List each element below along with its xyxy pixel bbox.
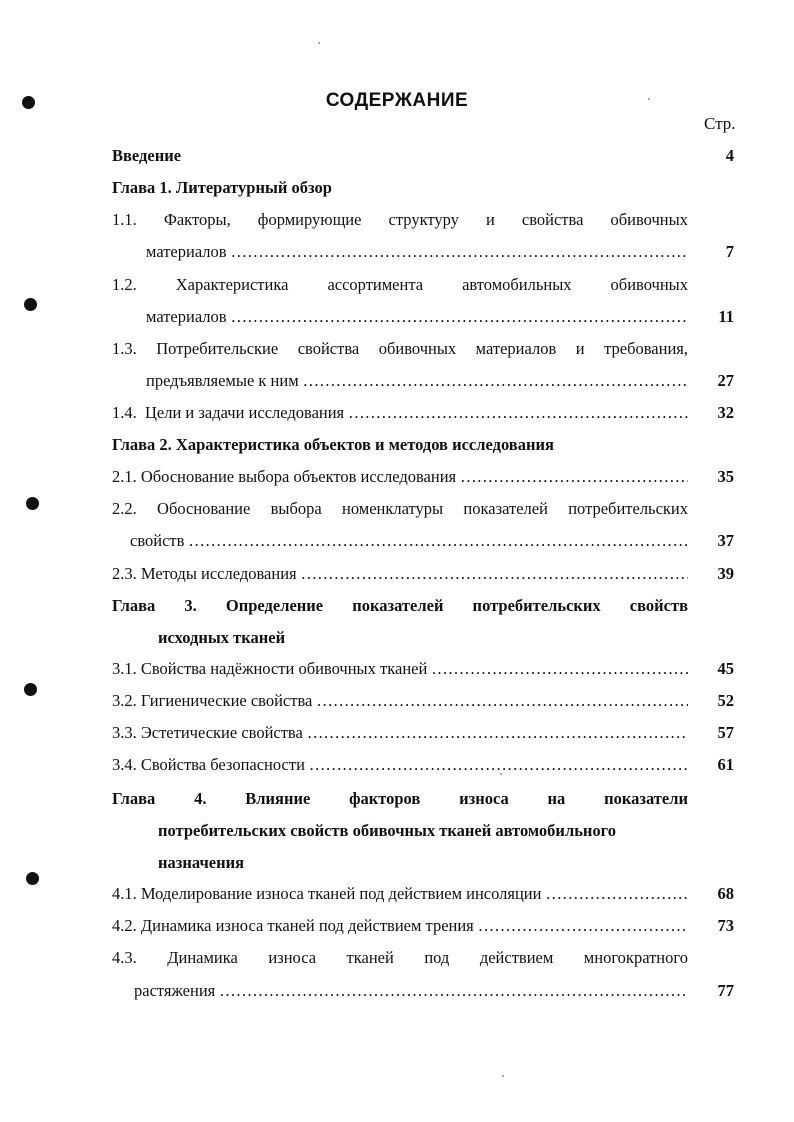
toc-entry-1-3: 1.3. Потребительские свойства обивочных материалов и требования, [112, 339, 688, 358]
binder-hole-3 [26, 497, 39, 510]
toc-entry-1-2: 1.2. Характеристика ассортимента автомобильных обивочных [112, 275, 688, 294]
scan-speck [318, 42, 320, 44]
leader-dots [307, 722, 688, 743]
page-number: 27 [717, 371, 734, 390]
toc-entry-2-2: 2.2. Обоснование выбора номенклатуры показателей потребительских [112, 499, 688, 518]
leader-dots [303, 370, 688, 391]
toc-entry-3-3: 3.3. Эстетические свойства …………………………………………………………………………………………………………………………………… [112, 722, 688, 743]
leader-dots [478, 915, 688, 936]
page-number: 52 [717, 691, 734, 710]
leader-dots [219, 980, 688, 1001]
leader-dots [188, 530, 688, 551]
page-number: 11 [718, 307, 734, 326]
page-number: 77 [717, 981, 734, 1000]
leader-dots [431, 658, 688, 679]
toc-entry-3-4: 3.4. Свойства безопасности …………………………………………………………………………………………………………………………………… [112, 754, 688, 775]
toc-chapter-1: Глава 1. Литературный обзор [112, 178, 332, 197]
toc-entry-4-3-cont: растяжения …………………………………………………………………………………………………………………………………… [112, 980, 688, 1001]
page-number: 32 [717, 403, 734, 422]
toc-entry-1-2-cont: материалов …………………………………………………………………………………………………………………………………… [112, 306, 688, 327]
binder-hole-5 [26, 872, 39, 885]
page-number: 7 [725, 242, 734, 261]
toc-entry-2-3: 2.3. Методы исследования …………………………………………………………………………………………………………………………………… [112, 563, 688, 584]
toc-chapter-4-cont2: назначения [158, 853, 245, 872]
toc-entry-1-1: 1.1. Факторы, формирующие структуру и свойства обивочных [112, 210, 688, 229]
page-title: СОДЕРЖАНИЕ [325, 90, 469, 111]
toc-entry-1-3-cont: предъявляемые к ним …………………………………………………………………………………………………………………………………… [112, 370, 688, 391]
page-number: 68 [717, 884, 734, 903]
toc-entry-4-1: 4.1. Моделирование износа тканей под действием инсоляции …………………………………………………………………………………………………………………………………… [112, 883, 688, 904]
toc-chapter-3: Глава 3. Определение показателей потребительских свойств [112, 596, 688, 615]
leader-dots [460, 466, 688, 487]
page-number: 61 [717, 755, 734, 774]
toc-entry-4-3: 4.3. Динамика износа тканей под действием многократного [112, 948, 688, 967]
page-number: 45 [717, 659, 734, 678]
leader-dots [301, 563, 688, 584]
page-number: 39 [717, 564, 734, 583]
scan-speck [502, 1075, 504, 1077]
toc-entry-intro: Введение [112, 146, 182, 165]
toc-entry-1-4: 1.4. Цели и задачи исследования …………………………………………………………………………………………………………………………………… [112, 402, 688, 423]
binder-hole-4 [24, 683, 37, 696]
page-column-heading: Стр. [704, 114, 736, 133]
toc-entry-4-2: 4.2. Динамика износа тканей под действием трения …………………………………………………………………………………………………………………………………… [112, 915, 688, 936]
toc-chapter-3-cont: исходных тканей [158, 628, 286, 647]
page-number: 37 [717, 531, 734, 550]
leader-dots [316, 690, 688, 711]
toc-entry-1-1-cont: материалов …………………………………………………………………………………………………………………………………… [112, 241, 688, 262]
page-number: 4 [725, 146, 734, 165]
binder-hole-2 [24, 298, 37, 311]
leader-dots [309, 754, 688, 775]
toc-chapter-2: Глава 2. Характеристика объектов и методов исследования [112, 435, 554, 454]
leader-dots [231, 241, 688, 262]
toc-entry-3-1: 3.1. Свойства надёжности обивочных тканей …………………………………………………………………………………………………………………………………… [112, 658, 688, 679]
toc-entry-3-2: 3.2. Гигиенические свойства …………………………………………………………………………………………………………………………………… [112, 690, 688, 711]
page-number: 35 [717, 467, 734, 486]
toc-entry-2-2-cont: свойств …………………………………………………………………………………………………………………………………… [112, 530, 688, 551]
leader-dots [231, 306, 688, 327]
toc-chapter-4: Глава 4. Влияние факторов износа на показатели [112, 789, 688, 808]
page-number: 73 [717, 916, 734, 935]
leader-dots [545, 883, 688, 904]
toc-chapter-4-cont: потребительских свойств обивочных тканей автомобильного [158, 821, 617, 840]
toc-entry-2-1: 2.1. Обоснование выбора объектов исследования …………………………………………………………………………………………………………………………………… [112, 466, 688, 487]
leader-dots [348, 402, 688, 423]
page-number: 57 [717, 723, 734, 742]
